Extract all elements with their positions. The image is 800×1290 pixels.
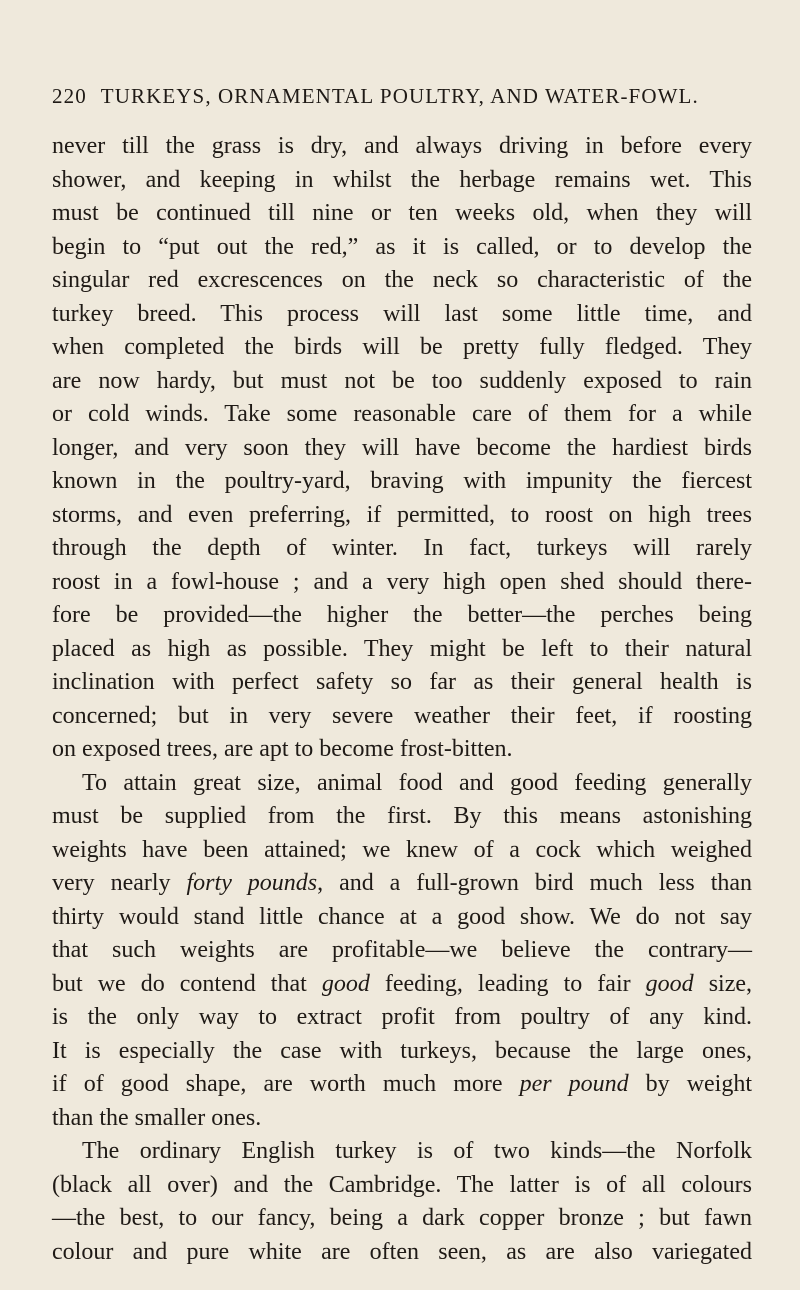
text-line (52, 1236, 752, 1270)
running-title: TURKEYS, ORNAMENTAL POULTRY, AND WATER-FOWL. (100, 84, 699, 108)
text-segment: turkey breed. This process will last some little time, and (52, 300, 752, 327)
text-line (52, 298, 752, 332)
text-segment: storms, and even preferring, if permitted, to roost on high trees (52, 501, 752, 528)
text-line (52, 465, 752, 499)
running-header (52, 84, 752, 109)
text-line (52, 1169, 752, 1203)
text-line (52, 164, 752, 198)
text-segment: placed as high as possible. They might be left to their natural (52, 635, 752, 662)
text-line (52, 197, 752, 231)
text-segment: begin to “put out the red,” as it is called, or to develop the (52, 233, 752, 260)
text-line (52, 331, 752, 365)
text-line (52, 599, 752, 633)
text-segment: if of good shape, are worth much more (52, 1071, 520, 1097)
text-line (52, 398, 752, 432)
text-segment: singular red excrescences on the neck so characteristic of the (52, 267, 752, 293)
text-segment: roost in a fowl-house ; and a very high open shed should there- (52, 568, 752, 595)
italic-text: good (321, 970, 370, 997)
text-segment: (black all over) and the Cambridge. The latter is of all colours (52, 1171, 752, 1198)
page-number: 220 (52, 84, 87, 108)
text-line (52, 733, 752, 767)
text-segment: shower, and keeping in whilst the herbage remains wet. This (52, 166, 752, 193)
text-line (52, 231, 752, 265)
text-segment: must be supplied from the first. By this means astonishing (52, 803, 752, 829)
text-segment: fore be provided—the higher the better—the perches being (52, 602, 752, 628)
text-line (52, 130, 752, 164)
text-line (52, 767, 752, 801)
text-segment: must be continued till nine or ten weeks old, when they will (52, 200, 752, 226)
text-line (52, 499, 752, 533)
text-line (52, 633, 752, 667)
text-segment: when completed the birds will be pretty fully fledged. They (52, 334, 752, 360)
italic-text: per pound (519, 1071, 629, 1097)
text-line (52, 432, 752, 466)
text-segment: concerned; but in very severe weather their feet, if roosting (52, 702, 752, 729)
text-line (52, 1035, 752, 1069)
text-line (52, 1202, 752, 1236)
text-segment: thirty would stand little chance at a good show. We do not say (52, 903, 752, 930)
text-line (52, 834, 752, 868)
text-line (52, 700, 752, 734)
text-line (52, 968, 752, 1002)
text-segment: size, (693, 970, 753, 997)
text-line (52, 365, 752, 399)
italic-text: forty pounds (186, 870, 318, 896)
body-text (52, 130, 752, 1269)
italic-text: good (645, 970, 694, 997)
text-line (52, 666, 752, 700)
text-segment: , and a full-grown bird much less than (317, 870, 753, 896)
text-line (52, 566, 752, 600)
text-line (52, 264, 752, 298)
text-line (52, 800, 752, 834)
text-line (52, 532, 752, 566)
text-line (52, 1001, 752, 1035)
text-segment: colour and pure white are often seen, as are also variegated (52, 1238, 752, 1265)
text-segment: It is especially the case with turkeys, because the large ones, (52, 1037, 752, 1064)
text-segment: To attain great size, animal food and good feeding generally (82, 769, 752, 796)
text-line (52, 867, 752, 901)
text-segment: through the depth of winter. In fact, turkeys will rarely (52, 535, 752, 561)
text-segment: by weight (628, 1071, 753, 1097)
text-segment: very nearly (52, 870, 187, 896)
text-segment: that such weights are profitable—we believe the contrary— (52, 937, 752, 963)
text-segment: inclination with perfect safety so far as their general health is (52, 669, 752, 695)
text-line (52, 934, 752, 968)
text-segment: longer, and very soon they will have become the hardiest birds (52, 434, 752, 461)
text-segment: but we do contend that (52, 970, 322, 997)
text-segment: never till the grass is dry, and always driving in before every (52, 133, 752, 159)
text-segment: feeding, leading to fair (369, 970, 646, 997)
text-line (52, 1068, 752, 1102)
text-segment: known in the poultry-yard, braving with impunity the fiercest (52, 468, 752, 494)
text-segment: are now hardy, but must not be too suddenly exposed to rain (52, 367, 752, 394)
text-segment: on exposed trees, are apt to become frost-bitten. (52, 736, 513, 762)
text-segment: —the best, to our fancy, being a dark copper bronze ; but fawn (52, 1205, 752, 1231)
text-segment: The ordinary English turkey is of two kinds—the Norfolk (82, 1138, 752, 1164)
text-segment: weights have been attained; we knew of a cock which weighed (52, 836, 752, 863)
text-segment: or cold winds. Take some reasonable care of them for a while (52, 401, 752, 427)
text-line (52, 901, 752, 935)
text-segment: than the smaller ones. (52, 1104, 262, 1131)
text-line (52, 1135, 752, 1169)
text-segment: is the only way to extract profit from poultry of any kind. (52, 1004, 752, 1030)
text-line (52, 1102, 752, 1136)
